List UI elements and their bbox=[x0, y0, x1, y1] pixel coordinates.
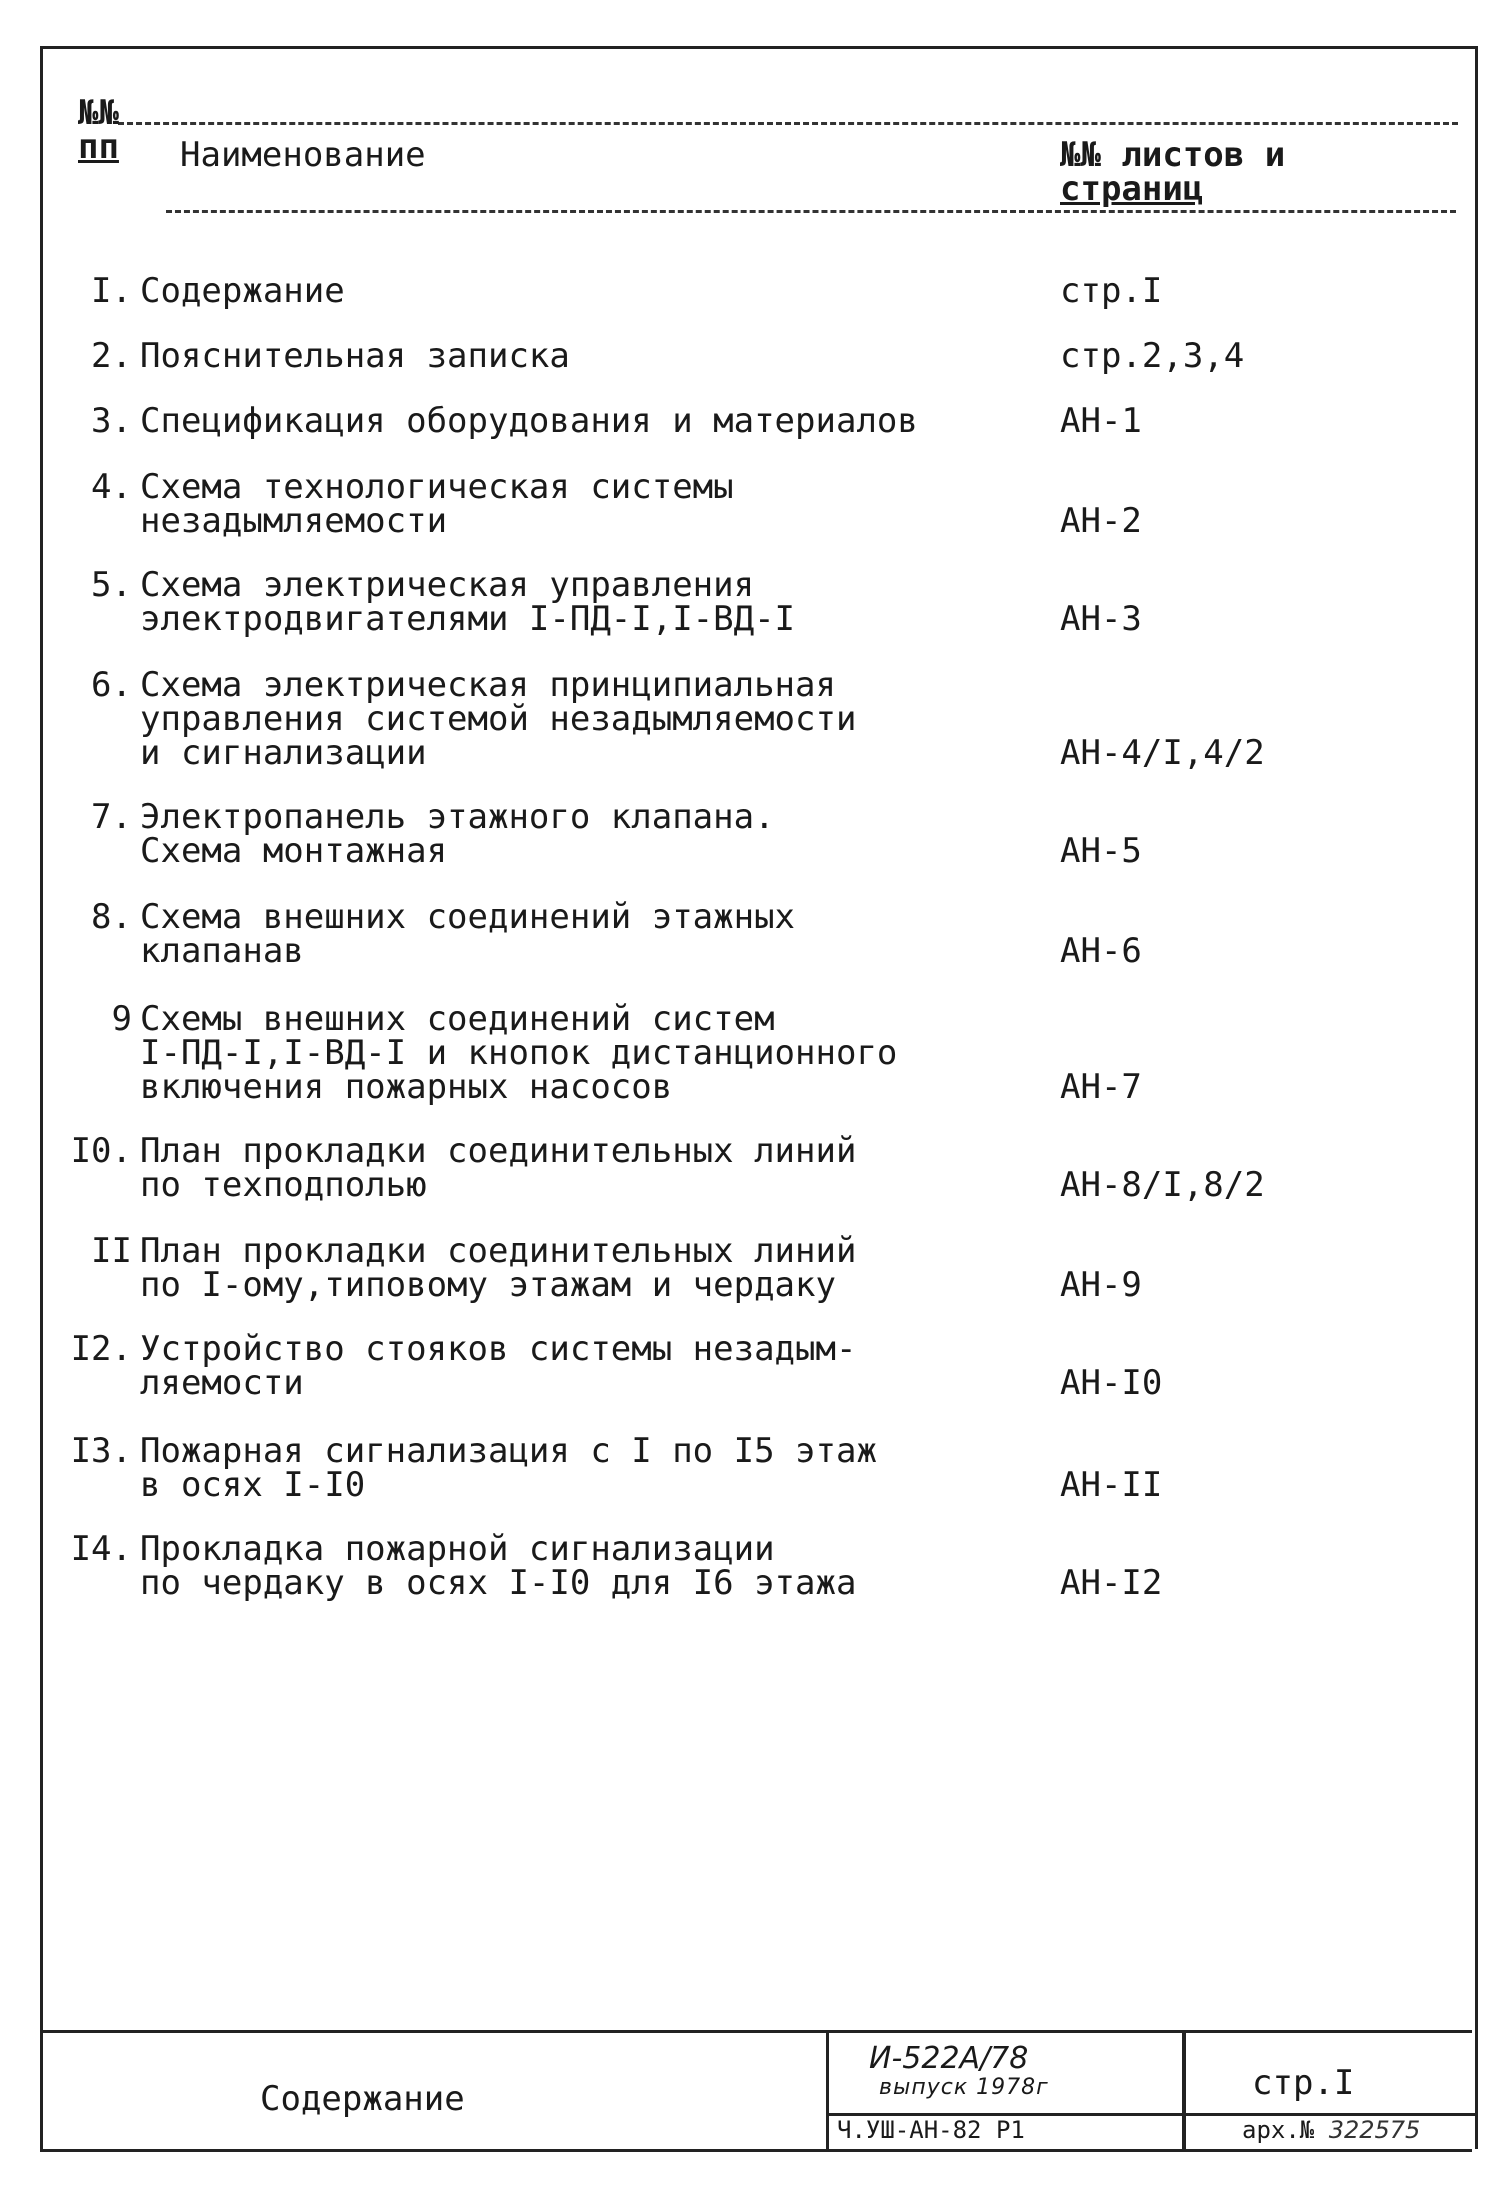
archive-label: арх.№ bbox=[1242, 2116, 1315, 2144]
row-sheet-reference: АН-II bbox=[1060, 1465, 1163, 1505]
archive-number: 322575 bbox=[1328, 2116, 1421, 2144]
row-title-line: Схема электрическая принципиальная bbox=[140, 665, 836, 705]
row-number: 2. bbox=[91, 336, 132, 376]
row-title bbox=[140, 1431, 1010, 1505]
row-title-line: клапанав bbox=[140, 931, 304, 971]
header-sheets-label-line2: страниц bbox=[1060, 169, 1204, 209]
row-title-line: электродвигателями I-ПД-I,I-ВД-I bbox=[140, 599, 796, 639]
row-title bbox=[140, 401, 1010, 441]
row-sheet-reference: АН-4/I,4/2 bbox=[1060, 733, 1265, 773]
row-title bbox=[140, 1131, 1010, 1205]
row-title-line: и сигнализации bbox=[140, 733, 427, 773]
header-name-label: Наименование bbox=[180, 135, 426, 175]
row-title bbox=[140, 271, 1010, 311]
row-number: 9 bbox=[111, 999, 132, 1039]
row-sheet-reference: АН-6 bbox=[1060, 931, 1142, 971]
row-title-line: по I-ому,типовому этажам и чердаку bbox=[140, 1265, 836, 1305]
title-block-issue: выпуск 1978г bbox=[879, 2075, 1049, 2100]
row-number: 4. bbox=[91, 467, 132, 507]
title-block-page-cell bbox=[1182, 2033, 1476, 2149]
row-number: I4. bbox=[70, 1529, 132, 1569]
title-block-page: стр.I bbox=[1252, 2063, 1355, 2103]
row-sheet-reference: АН-1 bbox=[1060, 401, 1142, 441]
row-title bbox=[140, 1529, 1010, 1603]
row-title bbox=[140, 1329, 1010, 1403]
row-sheet-reference: стр.2,3,4 bbox=[1060, 336, 1245, 376]
row-number: II bbox=[91, 1231, 132, 1271]
header-number-label-line1: №№ bbox=[78, 93, 119, 133]
row-title-line: План прокладки соединительных линий bbox=[140, 1231, 857, 1271]
header-top-rule bbox=[118, 122, 1458, 125]
row-title bbox=[140, 1231, 1010, 1305]
row-title bbox=[140, 665, 1010, 773]
row-title-line: включения пожарных насосов bbox=[140, 1067, 673, 1107]
row-sheet-reference: АН-9 bbox=[1060, 1265, 1142, 1305]
row-title bbox=[140, 336, 1010, 376]
row-title-line: I-ПД-I,I-ВД-I и кнопок дистанционного bbox=[140, 1033, 898, 1073]
row-number: 5. bbox=[91, 565, 132, 605]
title-block-doc-number: Ч.УШ-АН-82 Р1 bbox=[829, 2113, 1185, 2144]
title-block-archive bbox=[1186, 2113, 1476, 2144]
row-sheet-reference: АН-8/I,8/2 bbox=[1060, 1165, 1265, 1205]
row-number: I. bbox=[91, 271, 132, 311]
title-block-code: И-522А/78 bbox=[869, 2041, 1029, 2076]
row-title-line: Прокладка пожарной сигнализации bbox=[140, 1529, 775, 1569]
row-sheet-reference: АН-7 bbox=[1060, 1067, 1142, 1107]
row-number: I0. bbox=[70, 1131, 132, 1171]
row-title bbox=[140, 999, 1010, 1107]
row-number: 7. bbox=[91, 797, 132, 837]
row-title-line: управления системой незадымляемости bbox=[140, 699, 857, 739]
row-title-line: Пояснительная записка bbox=[140, 336, 570, 376]
header-sheets-label-line1: №№ листов и bbox=[1060, 135, 1286, 175]
row-title-line: Спецификация оборудования и материалов bbox=[140, 401, 918, 441]
row-title-line: Схема электрическая управления bbox=[140, 565, 755, 605]
row-number: I3. bbox=[70, 1431, 132, 1471]
row-title-line: Схема технологическая системы bbox=[140, 467, 734, 507]
row-title-line: незадымляемости bbox=[140, 501, 448, 541]
row-title-line: Электропанель этажного клапана. bbox=[140, 797, 775, 837]
row-title-line: в осях I-I0 bbox=[140, 1465, 366, 1505]
row-title bbox=[140, 467, 1010, 541]
title-block-name-cell bbox=[40, 2033, 826, 2149]
row-title-line: Схема внешних соединений этажных bbox=[140, 897, 796, 937]
title-block-name: Содержание bbox=[260, 2079, 465, 2119]
row-sheet-reference: АН-2 bbox=[1060, 501, 1142, 541]
row-sheet-reference: стр.I bbox=[1060, 271, 1163, 311]
row-sheet-reference: АН-I2 bbox=[1060, 1563, 1163, 1603]
row-title-line: Содержание bbox=[140, 271, 345, 311]
row-number: 3. bbox=[91, 401, 132, 441]
row-title bbox=[140, 797, 1010, 871]
row-number: I2. bbox=[70, 1329, 132, 1369]
row-title-line: по техподполью bbox=[140, 1165, 427, 1205]
row-title bbox=[140, 565, 1010, 639]
row-number: 8. bbox=[91, 897, 132, 937]
row-sheet-reference: АН-3 bbox=[1060, 599, 1142, 639]
header-number-label bbox=[78, 93, 119, 167]
row-title-line: ляемости bbox=[140, 1363, 304, 1403]
row-sheet-reference: АН-5 bbox=[1060, 831, 1142, 871]
row-title-line: Пожарная сигнализация с I по I5 этаж bbox=[140, 1431, 877, 1471]
header-number-label-line2: пп bbox=[78, 127, 119, 167]
row-title bbox=[140, 897, 1010, 971]
title-block bbox=[40, 2030, 1472, 2152]
title-block-code-cell bbox=[826, 2033, 1185, 2149]
row-title-line: Схемы внешних соединений систем bbox=[140, 999, 775, 1039]
row-title-line: Схема монтажная bbox=[140, 831, 448, 871]
row-title-line: по чердаку в осях I-I0 для I6 этажа bbox=[140, 1563, 857, 1603]
header-bottom-rule bbox=[166, 210, 1456, 213]
row-sheet-reference: АН-I0 bbox=[1060, 1363, 1163, 1403]
row-title-line: Устройство стояков системы незадым- bbox=[140, 1329, 857, 1369]
header-sheets-label bbox=[1060, 135, 1286, 209]
row-number: 6. bbox=[91, 665, 132, 705]
row-title-line: План прокладки соединительных линий bbox=[140, 1131, 857, 1171]
